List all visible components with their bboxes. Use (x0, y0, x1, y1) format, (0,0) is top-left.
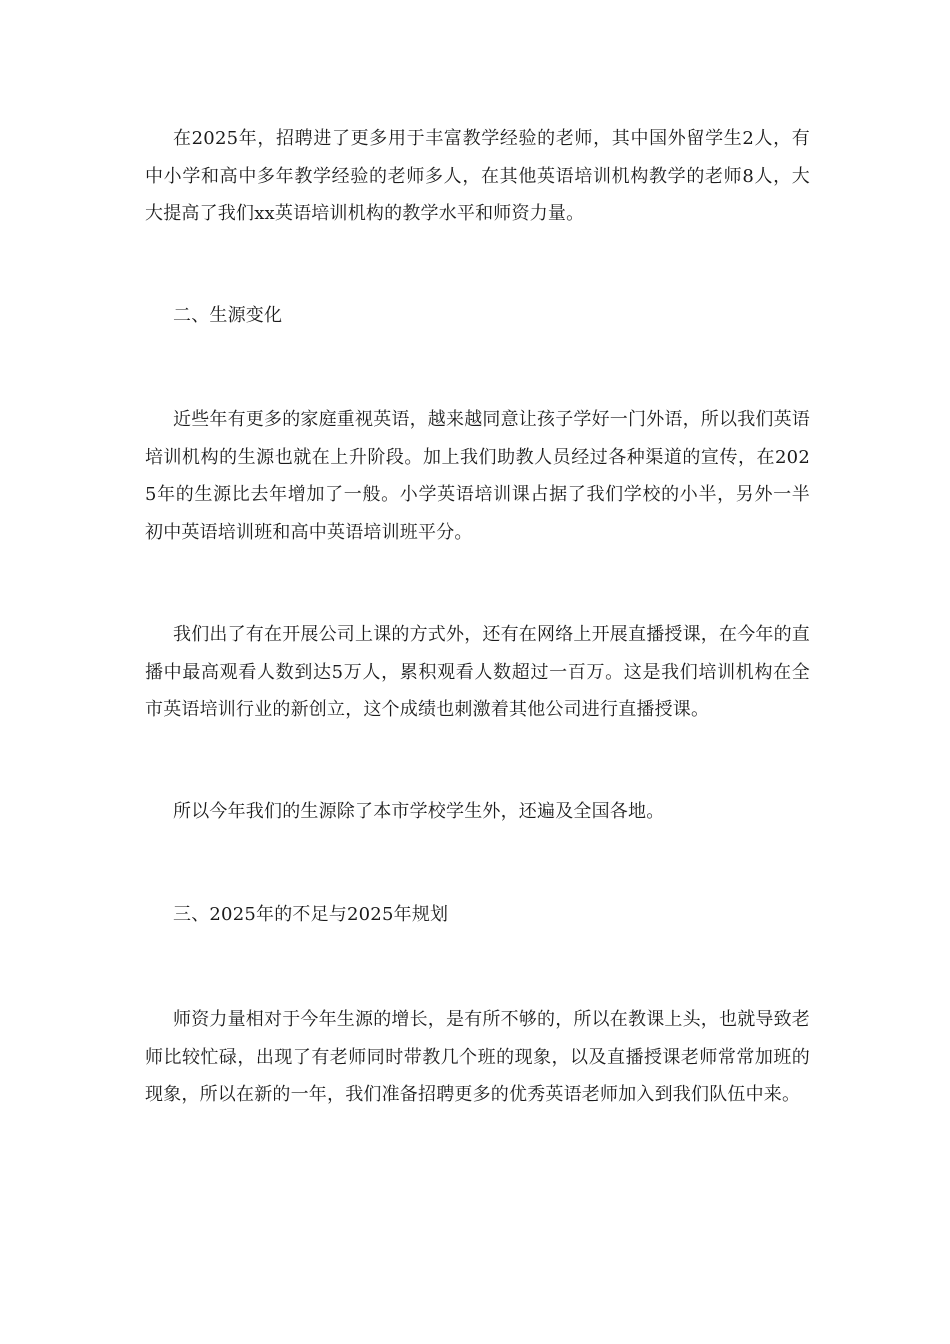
section-heading-student-source: 二、生源变化 (173, 305, 283, 326)
paragraph-live-streaming: 我们出了有在开展公司上课的方式外，还有在网络上开展直播授课，在今年的直播中最高观看人数到达5万人，累积观看人数超过一百万。这是我们培训机构在全市英语培训行业的新创立，这个成绩也刺激着其他公司进行直播授课。 (145, 624, 810, 720)
paragraph-nationwide: 所以今年我们的生源除了本市学校学生外，还遍及全国各地。 (173, 801, 665, 822)
section-heading-shortcomings-plan: 三、2025年的不足与2025年规划 (173, 904, 449, 925)
paragraph-teachers: 在2025年，招聘进了更多用于丰富教学经验的老师，其中国外留学生2人，有中小学和高中多年教学经验的老师多人，在其他英语培训机构教学的老师8人，大大提高了我们xx英语培训机构的教学水平和师资力量。 (145, 128, 810, 224)
paragraph-hiring-plan: 师资力量相对于今年生源的增长，是有所不够的，所以在教课上头，也就导致老师比较忙碌，出现了有老师同时带教几个班的现象，以及直播授课老师常常加班的现象，所以在新的一年，我们准备招聘更多的优秀英语老师加入到我们队伍中来。 (145, 1009, 810, 1105)
paragraph-student-growth: 近些年有更多的家庭重视英语，越来越同意让孩子学好一门外语，所以我们英语培训机构的生源也就在上升阶段。加上我们助教人员经过各种渠道的宣传，在2025年的生源比去年增加了一般。小学英语培训课占据了我们学校的小半，另外一半初中英语培训班和高中英语培训班平分。 (145, 409, 810, 543)
